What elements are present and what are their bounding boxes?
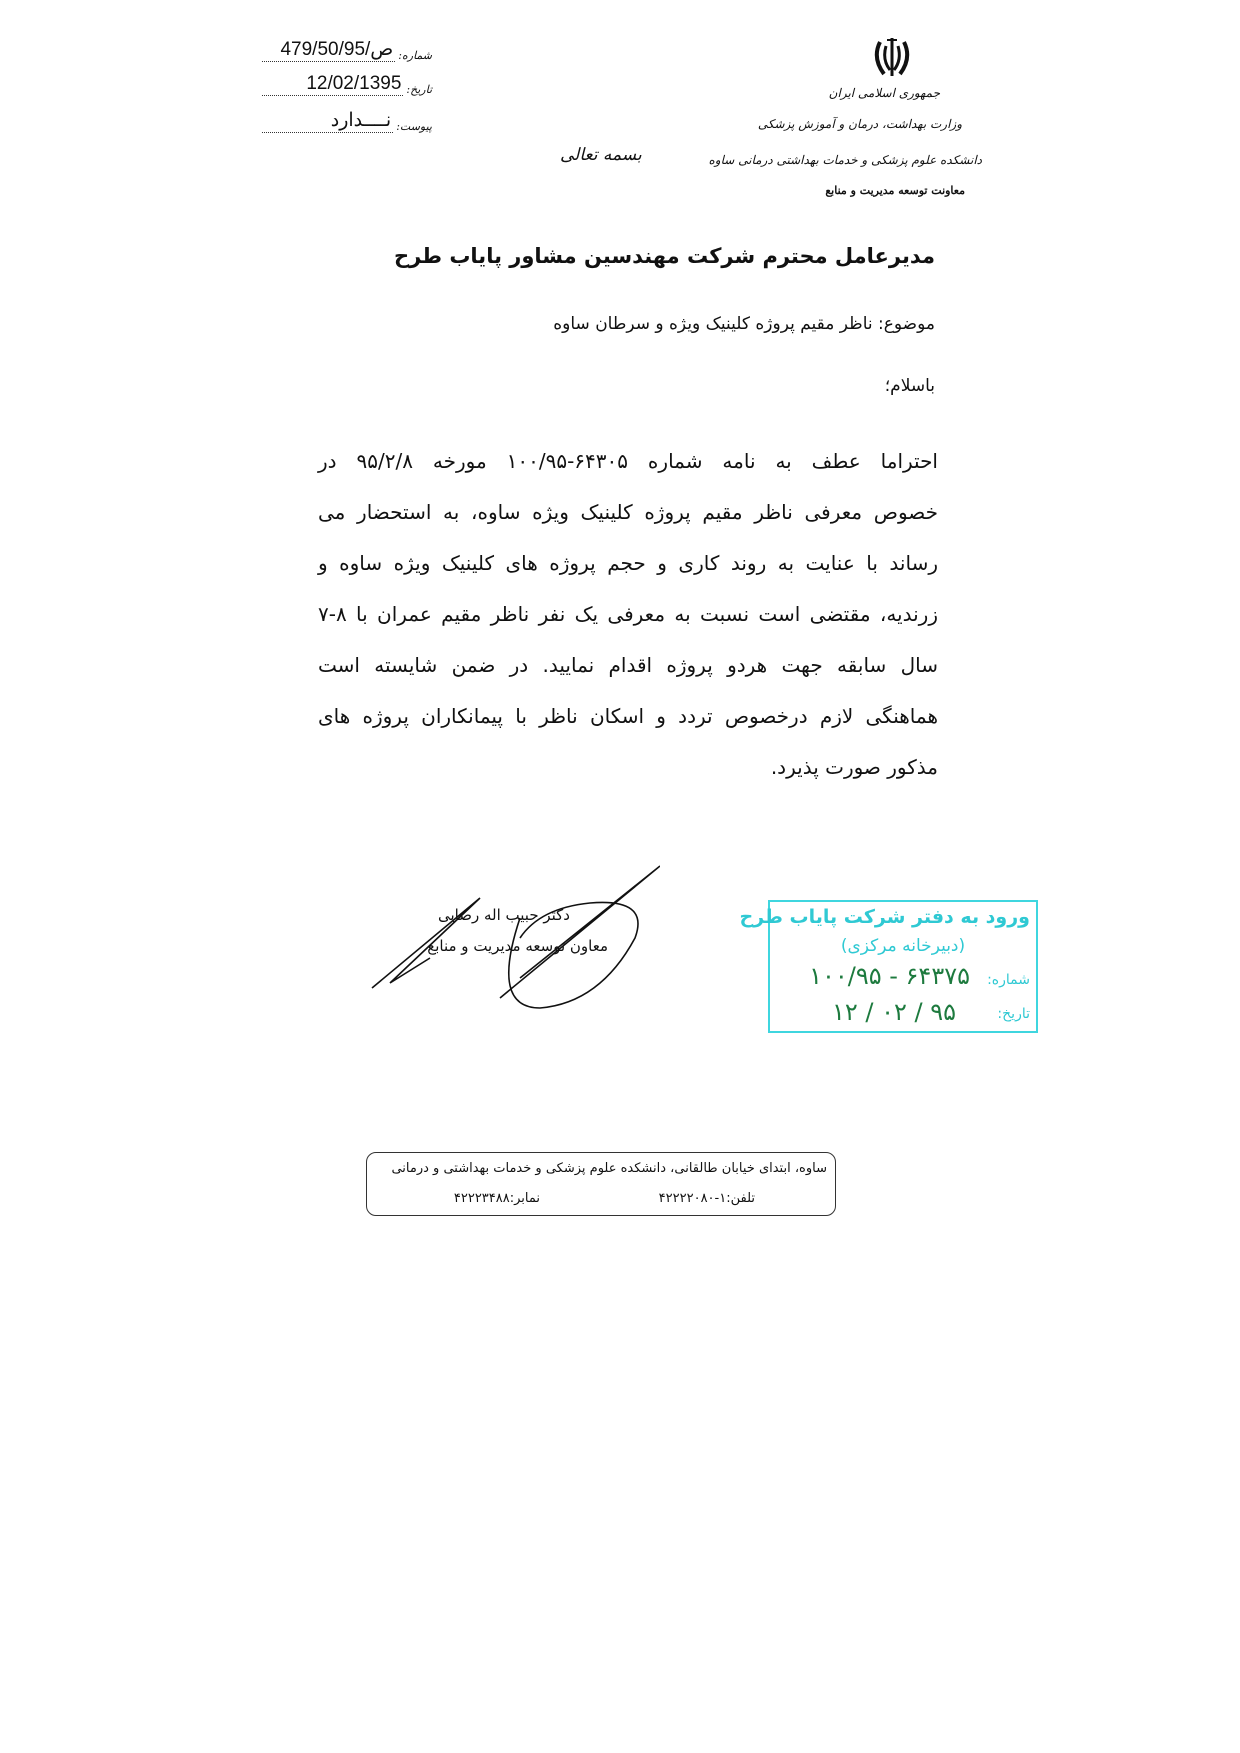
body-line: سال سابقه جهت هردو پروژه اقدام نمایید. در ضمن شایسته است <box>318 653 938 677</box>
body-line: هماهنگی لازم درخصوص تردد و اسکان ناظر با پیمانکاران پروژه های <box>318 704 938 728</box>
letter-number-label: شماره: <box>398 49 432 62</box>
letterhead-country: جمهوری اسلامی ایران <box>828 86 940 100</box>
body-line: احتراما عطف به نامه شماره ۶۴۳۰۵-۱۰۰/۹۵ مورخه ۹۵/۲/۸ در <box>318 449 938 473</box>
handwritten-signature <box>370 858 660 1013</box>
letter-date <box>262 70 432 96</box>
letter-number-value: 479/50/ص/95 <box>262 39 395 62</box>
stamp-title: ورود به دفتر شرکت پایاب طرح <box>739 906 1030 928</box>
body-line: رساند با عنایت به روند کاری و حجم پروژه های کلینیک ویژه ساوه و <box>318 551 938 575</box>
footer-address: ساوه، ابتدای خیابان طالقانی، دانشکده علوم پزشکی و خدمات بهداشتی و درمانی <box>391 1161 827 1176</box>
letter-attachment <box>262 107 432 133</box>
stamp-number-value: ۱۰۰/۹۵ - ۶۴۳۷۵ <box>809 962 970 990</box>
letterhead-ministry: وزارت بهداشت، درمان و آموزش پزشکی <box>757 117 962 131</box>
letter-body <box>318 436 938 793</box>
body-line: مذکور صورت پذیرد. <box>770 755 938 779</box>
body-line: زرندیه، مقتضی است نسبت به معرفی یک نفر ناظر مقیم عمران با ۸-۷ <box>318 602 938 626</box>
stamp-subtitle: (دبیرخانه مرکزی) <box>840 936 966 956</box>
subject-line: موضوع: ناظر مقیم پروژه کلینیک ویژه و سرطان ساوه <box>553 314 935 334</box>
letter-date-value: 12/02/1395 <box>262 73 403 96</box>
letter-date-label: تاریخ: <box>406 83 432 96</box>
greeting: باسلام؛ <box>884 376 935 396</box>
iran-emblem-icon <box>870 36 914 80</box>
stamp-date-label: تاریخ: <box>997 1006 1030 1022</box>
letterhead-department: معاونت توسعه مدیریت و منابع <box>825 184 965 197</box>
addressee-heading: مدیرعامل محترم شرکت مهندسین مشاور پایاب طرح <box>394 244 935 268</box>
signatory-name: دکتر حبیب اله رضایی <box>438 906 570 924</box>
body-line: خصوص معرفی ناظر مقیم پروژه کلینیک ویژه ساوه، به استحضار می <box>318 500 938 524</box>
signatory-position: معاون توسعه مدیریت و منابع <box>427 937 608 955</box>
received-stamp <box>739 900 1038 1033</box>
letter-number <box>262 36 432 62</box>
letter-attachment-label: پیوست: <box>396 120 432 133</box>
footer-address-box <box>366 1152 836 1216</box>
stamp-date-value: ۱۲ / ۰۲ / ۹۵ <box>831 998 956 1026</box>
stamp-number-label: شماره: <box>987 972 1030 988</box>
letterhead-university: دانشکده علوم پزشکی و خدمات بهداشتی درمانی ساوه <box>708 153 982 167</box>
letter-attachment-value: نــــدارد <box>262 110 393 133</box>
footer-fax: نمابر:۴۲۲۲۳۴۸۸ <box>453 1191 540 1206</box>
footer-phone: تلفن:۱-۴۲۲۲۲۰۸۰ <box>658 1191 755 1206</box>
bismillah: بسمه تعالی <box>560 145 642 165</box>
